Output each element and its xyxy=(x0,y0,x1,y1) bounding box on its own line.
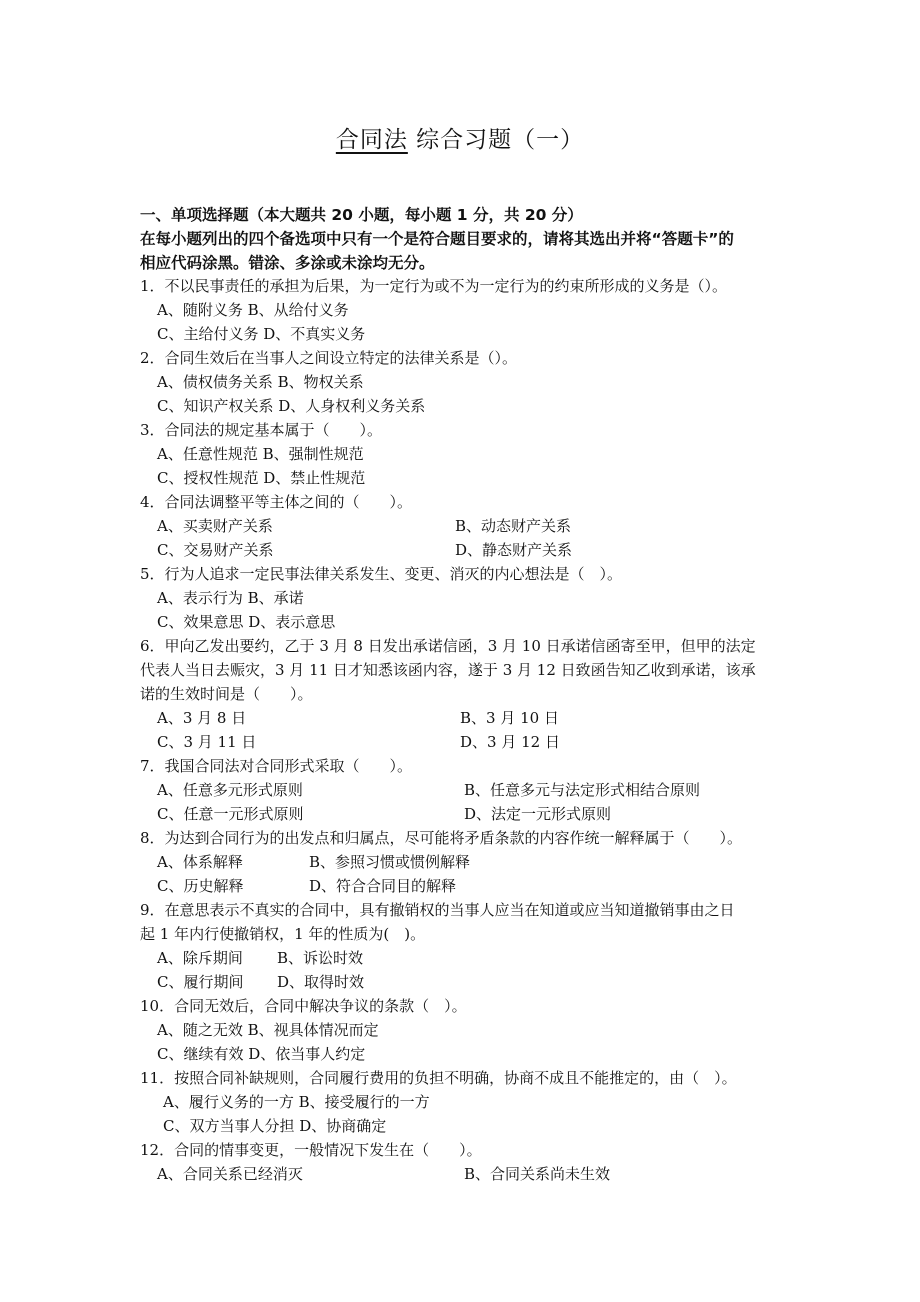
option-d: D、取得时效 xyxy=(277,973,365,991)
question-stem: 10．合同无效后，合同中解决争议的条款（ ）。 xyxy=(140,997,467,1015)
option-line: A、随之无效 B、视具体情况而定 xyxy=(157,1021,379,1039)
option-line: A、债权债务关系 B、物权关系 xyxy=(157,373,364,391)
option-c: C、3 月 11 日 xyxy=(157,733,257,751)
option-a: A、体系解释 xyxy=(157,853,243,871)
question-stem: 诺的生效时间是（ ）。 xyxy=(140,685,313,703)
option-line: C、知识产权关系 D、人身权利义务关系 xyxy=(157,397,426,415)
title-rest: 综合习题（一） xyxy=(407,127,585,153)
title-underlined: 合同法 xyxy=(335,127,408,153)
option-d: D、3 月 12 日 xyxy=(460,733,560,751)
question-stem: 8．为达到合同行为的出发点和归属点，尽可能将矛盾条款的内容作统一解释属于（ ）。 xyxy=(140,829,743,847)
question-stem: 4．合同法调整平等主体之间的（ ）。 xyxy=(140,493,413,511)
option-d: D、静态财产关系 xyxy=(455,541,573,559)
option-line: C、主给付义务 D、不真实义务 xyxy=(157,325,366,343)
question-stem: 起 1 年内行使撤销权，1 年的性质为( )。 xyxy=(140,925,426,943)
section-instruction: 在每小题列出的四个备选项中只有一个是符合题目要求的，请将其选出并将“答题卡”的 xyxy=(140,230,734,248)
option-line: C、授权性规范 D、禁止性规范 xyxy=(157,469,366,487)
option-line: A、表示行为 B、承诺 xyxy=(157,589,304,607)
option-b: B、3 月 10 日 xyxy=(460,709,559,727)
page-title xyxy=(0,121,920,154)
option-b: B、诉讼时效 xyxy=(277,949,364,967)
section-heading: 一、单项选择题（本大题共 20 小题，每小题 1 分，共 20 分） xyxy=(140,206,583,224)
question-stem: 7．我国合同法对合同形式采取（ ）。 xyxy=(140,757,413,775)
option-c: C、履行期间 xyxy=(157,973,244,991)
option-d: D、法定一元形式原则 xyxy=(464,805,612,823)
option-b: B、动态财产关系 xyxy=(455,517,572,535)
option-line: A、履行义务的一方 B、接受履行的一方 xyxy=(163,1093,430,1111)
question-stem: 6．甲向乙发出要约，乙于 3 月 8 日发出承诺信函，3 月 10 日承诺信函寄至甲，但甲的法定 xyxy=(140,637,756,655)
question-stem: 5．行为人追求一定民事法律关系发生、变更、消灭的内心想法是（ ）。 xyxy=(140,565,623,583)
option-a: A、除斥期间 xyxy=(157,949,243,967)
option-line: C、效果意思 D、表示意思 xyxy=(157,613,336,631)
option-b: B、合同关系尚未生效 xyxy=(464,1165,611,1183)
option-a: A、任意多元形式原则 xyxy=(157,781,303,799)
option-line: A、任意性规范 B、强制性规范 xyxy=(157,445,364,463)
question-stem: 3．合同法的规定基本属于（ ）。 xyxy=(140,421,383,439)
option-d: D、符合合同目的解释 xyxy=(309,877,457,895)
option-line: A、随附义务 B、从给付义务 xyxy=(157,301,349,319)
option-c: C、任意一元形式原则 xyxy=(157,805,304,823)
option-a: A、合同关系已经消灭 xyxy=(157,1165,303,1183)
question-stem: 12．合同的情事变更，一般情况下发生在（ ）。 xyxy=(140,1141,482,1159)
option-line: C、双方当事人分担 D、协商确定 xyxy=(163,1117,387,1135)
question-stem: 9．在意思表示不真实的合同中，具有撤销权的当事人应当在知道或应当知道撤销事由之日 xyxy=(140,901,735,919)
option-c: C、交易财产关系 xyxy=(157,541,274,559)
section-instruction: 相应代码涂黑。错涂、多涂或未涂均无分。 xyxy=(140,254,435,272)
question-stem: 2．合同生效后在当事人之间设立特定的法律关系是（）。 xyxy=(140,349,518,367)
question-stem: 1．不以民事责任的承担为后果，为一定行为或不为一定行为的约束所形成的义务是（）。 xyxy=(140,277,728,295)
option-line: C、继续有效 D、依当事人约定 xyxy=(157,1045,366,1063)
option-b: B、任意多元与法定形式相结合原则 xyxy=(464,781,701,799)
option-a: A、买卖财产关系 xyxy=(157,517,273,535)
option-b: B、参照习惯或惯例解释 xyxy=(309,853,471,871)
question-stem: 代表人当日去赈灾，3 月 11 日才知悉该函内容，遂于 3 月 12 日致函告知乙收到承诺，该承 xyxy=(140,661,756,679)
option-a: A、3 月 8 日 xyxy=(157,709,247,727)
option-c: C、历史解释 xyxy=(157,877,244,895)
question-stem: 11．按照合同补缺规则，合同履行费用的负担不明确，协商不成且不能推定的，由（ ）。 xyxy=(140,1069,737,1087)
